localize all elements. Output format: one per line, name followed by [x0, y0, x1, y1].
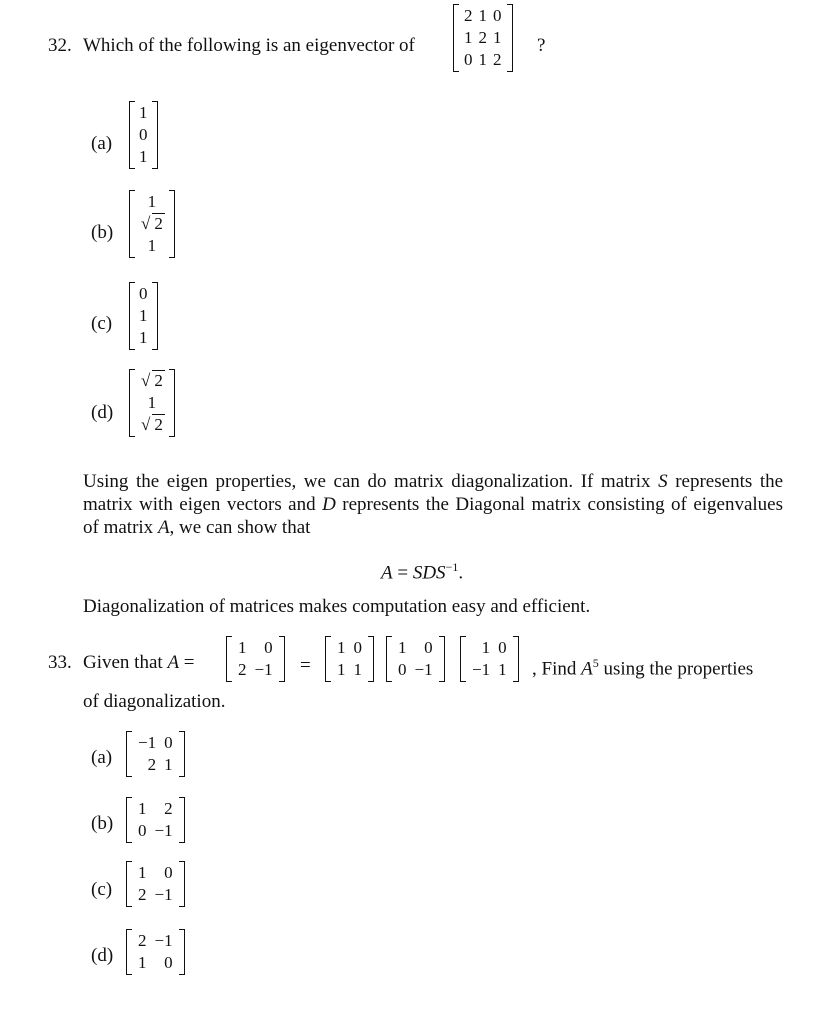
q33-option-matrix-cell: 0: [138, 821, 147, 840]
q32-matrix-cell: 0: [493, 6, 502, 25]
q33-equals-2: =: [300, 655, 311, 676]
explanation-text-2: represents the matrix with eigen vectors and: [83, 471, 784, 515]
q33-option-matrix-cell: −1: [154, 931, 173, 950]
q33-option-matrix-cell: 0: [164, 733, 173, 752]
q33-option-matrix-cell: 1: [138, 953, 147, 972]
q32-option-d-vector[interactable]: [129, 369, 175, 437]
q33-matrix-A-cell: −1: [254, 660, 273, 679]
q32-option-vector-entry: 1: [139, 306, 148, 325]
q33-given-text: Given that: [83, 652, 163, 673]
q33-option-matrix-cell: 1: [138, 863, 147, 882]
q33-matrix-S-cell: 1: [337, 660, 346, 679]
q32-matrix-cell: 1: [478, 6, 487, 25]
q32-option-vector-entry: 1: [147, 236, 157, 255]
q32-option-vector-entry: 1: [139, 147, 148, 166]
explanation-paragraph-2: Diagonalization of matrices makes computation easy and efficient.: [83, 596, 591, 617]
diagonalization-equation: [381, 556, 463, 584]
q32-option-vector-entry: √ 2: [141, 214, 163, 233]
q32-option-vector-entry: √ 2: [141, 415, 163, 434]
q32-question: Which of the following is an eigenvector of: [83, 35, 415, 56]
eq-period: .: [458, 562, 464, 584]
q32-matrix-cell: 1: [478, 50, 487, 69]
q33-matrix-S-cell: 1: [353, 660, 362, 679]
q32-option-vector-entry: 1: [139, 328, 148, 347]
q32-option-a-label[interactable]: (a): [91, 133, 113, 154]
q33-option-b-matrix[interactable]: [126, 797, 185, 843]
q33-matrix-D-cell: −1: [414, 660, 433, 679]
q32-option-vector-entry: √ 2: [141, 371, 163, 390]
q32-option-a-vector[interactable]: [129, 101, 158, 169]
q33-matrix-S-cell: 0: [353, 638, 362, 657]
eq-rhs: SDS: [412, 562, 446, 584]
q33-matrix-A-cell: 0: [264, 638, 273, 657]
symbol-D: D: [322, 494, 336, 515]
q33-find-A: A: [581, 658, 593, 680]
eq-lhs: A: [381, 562, 393, 584]
q33-matrix-A: [226, 636, 285, 682]
q32-option-vector-entry: 1: [139, 103, 148, 122]
symbol-S: S: [658, 471, 668, 492]
q33-equals-1: =: [183, 652, 195, 673]
q32-matrix-cell: 0: [464, 50, 473, 69]
symbol-A: A: [157, 517, 170, 538]
q32-option-vector-entry: 1: [147, 393, 157, 412]
q33-matrix-D-cell: 0: [424, 638, 433, 657]
q33-option-matrix-cell: 1: [164, 755, 173, 774]
q33-matrix-S-cell: 1: [337, 638, 346, 657]
q32-option-b-label[interactable]: (b): [91, 222, 114, 243]
eq-equals: =: [397, 562, 409, 584]
q33-option-b-label[interactable]: (b): [91, 813, 114, 834]
q33-option-matrix-cell: 0: [164, 953, 173, 972]
q32-option-c-label[interactable]: (c): [91, 313, 113, 334]
q33-option-c-label[interactable]: (c): [91, 879, 113, 900]
q33-matrix-S-inverse-cell: 1: [481, 638, 491, 657]
q33-option-a-matrix[interactable]: [126, 731, 185, 777]
q32-matrix: [453, 4, 513, 72]
q32-option-b-vector[interactable]: [129, 190, 175, 258]
q33-option-matrix-cell: 0: [164, 863, 173, 882]
q33-option-matrix-cell: −1: [154, 885, 173, 904]
q32-matrix-cell: 2: [493, 50, 502, 69]
q33-option-matrix-cell: 2: [138, 885, 147, 904]
q32-text: [83, 35, 415, 57]
q33-matrix-A-cell: 1: [238, 638, 247, 657]
eq-exponent: −1: [445, 560, 459, 574]
q33-find: [532, 652, 753, 680]
q32-matrix-cell: 2: [464, 6, 473, 25]
q33-find-exponent: 5: [592, 656, 599, 670]
q33-matrix-S: [325, 636, 374, 682]
q33-continuation: of diagonalization.: [83, 691, 226, 712]
explanation-text-4: , we can show that: [169, 517, 311, 538]
q33-matrix-S-inverse-cell: 0: [498, 638, 507, 657]
q33-option-matrix-cell: 2: [147, 755, 157, 774]
q33-matrix-D: [386, 636, 445, 682]
q33-option-d-label[interactable]: (d): [91, 945, 114, 966]
q32-option-c-vector[interactable]: [129, 282, 158, 350]
q32-option-vector-entry: 0: [139, 125, 148, 144]
q32-option-vector-entry: 1: [147, 192, 157, 211]
q33-option-matrix-cell: 2: [138, 931, 147, 950]
q33-option-matrix-cell: 2: [164, 799, 173, 818]
q33-given: [83, 652, 195, 674]
q32-matrix-cell: 1: [493, 28, 502, 47]
q32-option-vector-entry: 0: [139, 284, 148, 303]
q33-matrix-S-inverse: [460, 636, 519, 682]
q33-option-d-matrix[interactable]: [126, 929, 185, 975]
q32-matrix-cell: 2: [478, 28, 487, 47]
explanation-text-1: Using the eigen properties, we can do matrix diagonalization. If matrix: [83, 471, 651, 492]
q33-find-text: , Find: [532, 658, 577, 680]
q32-number: 32.: [48, 35, 72, 56]
q33-option-a-label[interactable]: (a): [91, 747, 113, 768]
q33-matrix-D-cell: 0: [398, 660, 407, 679]
q33-matrix-S-inverse-cell: 1: [498, 660, 507, 679]
q32-option-d-label[interactable]: (d): [91, 402, 114, 423]
q33-number: 33.: [48, 652, 72, 673]
q33-A-symbol: A: [167, 652, 180, 673]
q33-matrix-A-cell: 2: [238, 660, 247, 679]
q33-option-matrix-cell: 1: [138, 799, 147, 818]
q33-option-matrix-cell: −1: [154, 821, 173, 840]
q33-option-matrix-cell: −1: [138, 733, 157, 752]
explanation-text-3: represents the Diagonal matrix consisting of eigenvalues of matrix: [83, 494, 784, 538]
explanation-paragraph: [83, 470, 783, 539]
q33-option-c-matrix[interactable]: [126, 861, 185, 907]
q32-matrix-cell: 1: [464, 28, 473, 47]
q33-matrix-S-inverse-cell: −1: [472, 660, 491, 679]
q33-find-text-2: using the properties: [603, 658, 754, 680]
q33-matrix-D-cell: 1: [398, 638, 407, 657]
q32-question-mark: ?: [537, 35, 546, 56]
